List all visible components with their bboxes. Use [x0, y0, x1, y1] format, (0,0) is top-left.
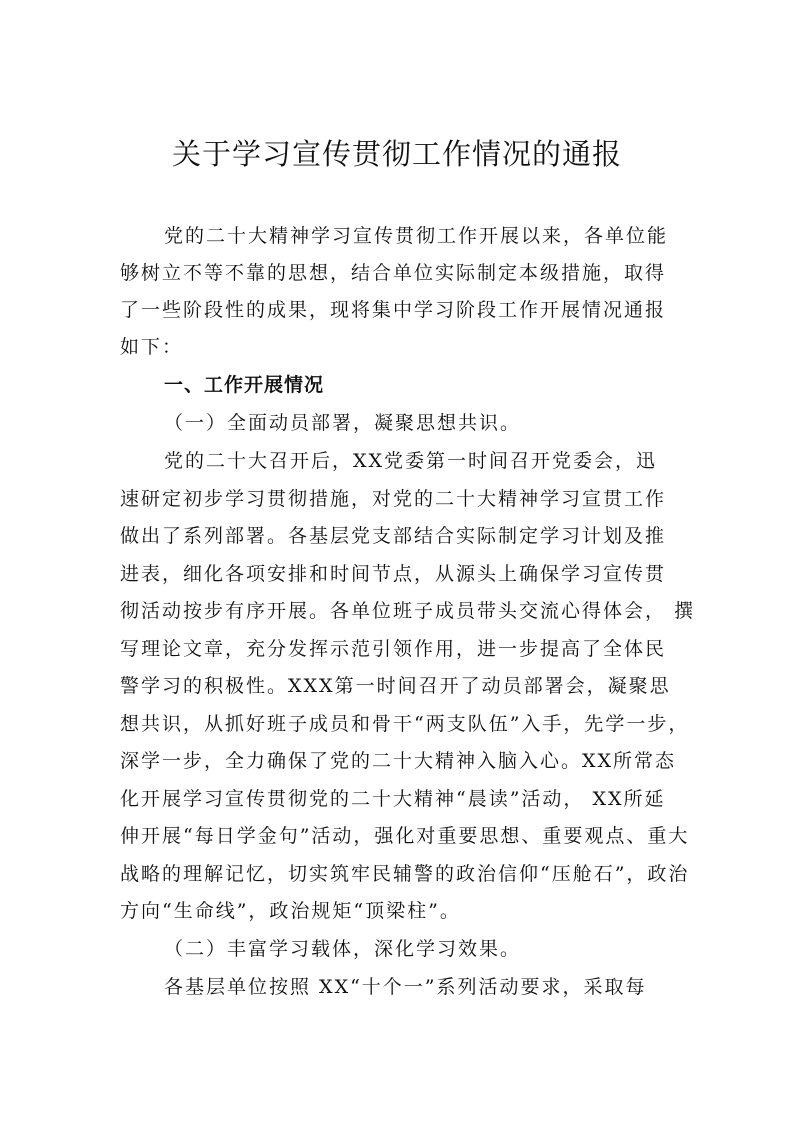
paragraph-line: 深学一步，全力确保了党的二十大精神入脑入心。XX所常态	[120, 750, 677, 772]
paragraph-line: 彻活动按步有序开展。各单位班子成员带头交流心得体会， 撰	[120, 600, 696, 622]
paragraph-line: 如下：	[120, 336, 184, 358]
paragraph-line: 进表，细化各项安排和时间节点，从源头上确保学习宣传贯	[120, 563, 667, 585]
paragraph-line: 够树立不等不靠的思想，结合单位实际制定本级措施，取得	[120, 262, 667, 284]
paragraph-line: 做出了系列部署。各基层党支部结合实际制定学习计划及推	[120, 525, 667, 547]
paragraph-line: 写理论文章，充分发挥示范引领作用，进一步提高了全体民	[120, 638, 667, 660]
section-heading: 一、工作开展情况	[164, 374, 325, 396]
paragraph-line: 方向“生命线”，政治规矩“顶梁柱”。	[120, 900, 461, 922]
subsection-heading: （一）全面动员部署，凝聚思想共识。	[164, 412, 522, 434]
paragraph-line: 化开展学习宣传贯彻党的二十大精神“晨读”活动， XX所延	[120, 788, 666, 810]
subsection-heading: （二）丰富学习载体，深化学习效果。	[164, 938, 522, 960]
document-title: 关于学习宣传贯彻工作情况的通报	[171, 137, 622, 171]
paragraph-line: 速研定初步学习贯彻措施，对党的二十大精神学习宣贯工作	[120, 488, 667, 510]
paragraph-line: 党的二十大召开后，XX党委第一时间召开党委会，迅	[164, 450, 658, 472]
paragraph-line: 了一些阶段性的成果，现将集中学习阶段工作开展情况通报	[120, 299, 667, 321]
paragraph-line: 伸开展“每日学金句”活动，强化对重要思想、重要观点、重大	[120, 825, 690, 847]
paragraph-line: 警学习的积极性。XXX第一时间召开了动员部署会，凝聚思	[120, 675, 671, 697]
paragraph-line: 党的二十大精神学习宣传贯彻工作开展以来，各单位能	[164, 225, 669, 247]
paragraph-line: 想共识，从抓好班子成员和骨干“两支队伍”入手，先学一步，	[120, 713, 690, 735]
paragraph-line: 战略的理解记忆，切实筑牢民辅警的政治信仰“压舱石”，政治	[120, 863, 690, 885]
paragraph-line: 各基层单位按照 XX“十个一”系列活动要求，采取每	[164, 976, 647, 998]
